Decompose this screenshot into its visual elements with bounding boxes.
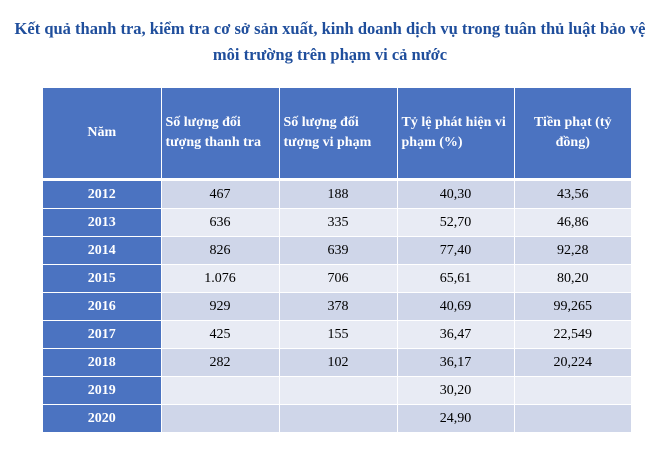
row-rate-cell: 40,30	[397, 180, 514, 209]
row-fine-cell: 99,265	[514, 293, 631, 321]
table-row	[43, 237, 631, 265]
row-rate-cell: 65,61	[397, 265, 514, 293]
row-fine-cell: 20,224	[514, 349, 631, 377]
row-rate-cell: 24,90	[397, 405, 514, 433]
table-row	[43, 321, 631, 349]
row-violations-cell: 335	[279, 209, 397, 237]
row-inspected-cell: 929	[161, 293, 279, 321]
page-title: Kết quả thanh tra, kiểm tra cơ sở sản xuất, kinh doanh dịch vụ trong tuân thủ luật bảo vệ môi trường trên phạm vi cả nước	[14, 19, 646, 64]
table-row	[43, 349, 631, 377]
row-inspected-cell	[161, 377, 279, 405]
row-year-cell: 2020	[43, 405, 161, 433]
row-year-cell: 2014	[43, 237, 161, 265]
table-row	[43, 265, 631, 293]
header-rate: Tỷ lệ phát hiện vi phạm (%)	[397, 88, 514, 180]
row-inspected-cell: 425	[161, 321, 279, 349]
row-violations-cell: 188	[279, 180, 397, 209]
row-violations-cell: 706	[279, 265, 397, 293]
row-rate-cell: 36,47	[397, 321, 514, 349]
row-fine-cell: 80,20	[514, 265, 631, 293]
row-fine-cell	[514, 377, 631, 405]
header-inspected: Số lượng đối tượng thanh tra	[161, 88, 279, 180]
row-year-cell: 2019	[43, 377, 161, 405]
row-year-cell: 2016	[43, 293, 161, 321]
row-year-cell: 2018	[43, 349, 161, 377]
inspection-results-table	[43, 88, 631, 433]
table-row	[43, 405, 631, 433]
row-fine-cell: 43,56	[514, 180, 631, 209]
row-violations-cell	[279, 377, 397, 405]
row-rate-cell: 40,69	[397, 293, 514, 321]
row-inspected-cell: 636	[161, 209, 279, 237]
table-body	[43, 180, 631, 433]
row-inspected-cell: 826	[161, 237, 279, 265]
table-header-row	[43, 88, 631, 180]
row-fine-cell: 92,28	[514, 237, 631, 265]
row-inspected-cell: 467	[161, 180, 279, 209]
row-year-cell: 2012	[43, 180, 161, 209]
row-fine-cell: 22,549	[514, 321, 631, 349]
header-fine: Tiền phạt (tỷ đồng)	[514, 88, 631, 180]
row-year-cell: 2017	[43, 321, 161, 349]
row-rate-cell: 36,17	[397, 349, 514, 377]
row-inspected-cell: 1.076	[161, 265, 279, 293]
header-year: Năm	[43, 88, 161, 180]
row-fine-cell: 46,86	[514, 209, 631, 237]
table-row	[43, 377, 631, 405]
row-inspected-cell: 282	[161, 349, 279, 377]
row-inspected-cell	[161, 405, 279, 433]
row-violations-cell: 378	[279, 293, 397, 321]
row-rate-cell: 52,70	[397, 209, 514, 237]
table-row	[43, 180, 631, 209]
row-year-cell: 2013	[43, 209, 161, 237]
row-rate-cell: 30,20	[397, 377, 514, 405]
row-year-cell: 2015	[43, 265, 161, 293]
row-violations-cell: 639	[279, 237, 397, 265]
row-violations-cell	[279, 405, 397, 433]
row-violations-cell: 102	[279, 349, 397, 377]
row-violations-cell: 155	[279, 321, 397, 349]
row-rate-cell: 77,40	[397, 237, 514, 265]
header-violations: Số lượng đối tượng vi phạm	[279, 88, 397, 180]
table-row	[43, 293, 631, 321]
table-row	[43, 209, 631, 237]
row-fine-cell	[514, 405, 631, 433]
